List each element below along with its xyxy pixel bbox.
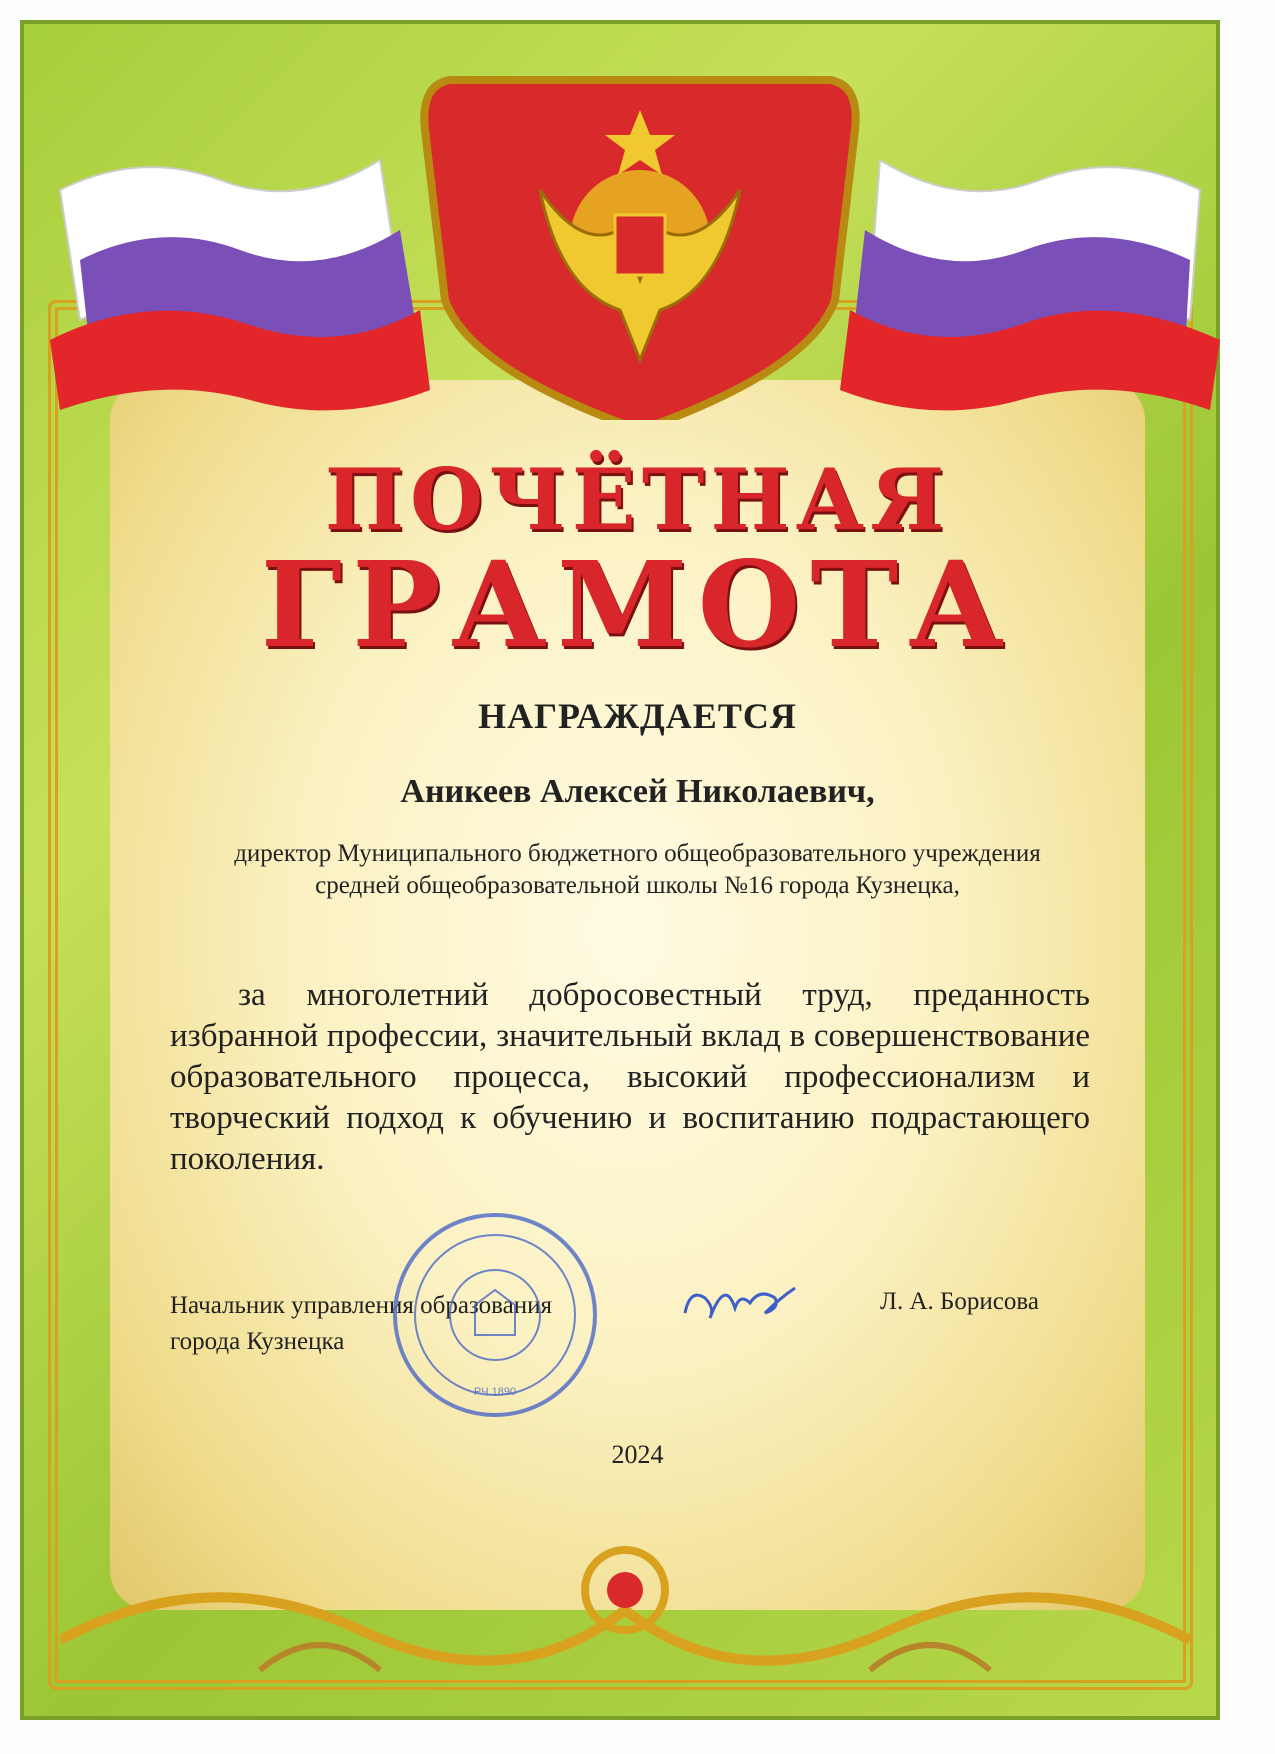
stamp-center-text: РЧ.1890: [473, 1386, 517, 1398]
certificate-title-line2: ГРАМОТА: [260, 535, 1015, 674]
signatory-role-line2: города Кузнецка: [170, 1328, 345, 1355]
signatory-name: Л. А. Борисова: [880, 1288, 1039, 1315]
handwritten-signature: [680, 1268, 800, 1328]
award-reason: за многолетний добросовестный труд, преданность избранной профессии, значительный вклад в совершенствование образовательного процесса, высокий профессионализм и творческий подход к обучению и воспитанию подрастающего поколения.: [170, 977, 1090, 1177]
certificate-year: 2024: [611, 1440, 664, 1469]
recipient-position: директор Муниципального бюджетного общеобразовательного учреждения средней общеобразовательной школы №16 города Кузнецка,: [234, 840, 1041, 899]
russian-flag-icon: [20, 40, 1260, 420]
awarded-label: НАГРАЖДАЕТСЯ: [478, 696, 797, 736]
recipient-name: Аникеев Алексей Николаевич,: [400, 773, 875, 810]
signatory-role-line1: Начальник управления образования: [170, 1292, 552, 1319]
official-seal-icon: [390, 1210, 600, 1420]
bottom-ornament: [60, 1520, 1190, 1700]
certificate-title-line1: ПОЧЁТНАЯ: [324, 450, 951, 549]
